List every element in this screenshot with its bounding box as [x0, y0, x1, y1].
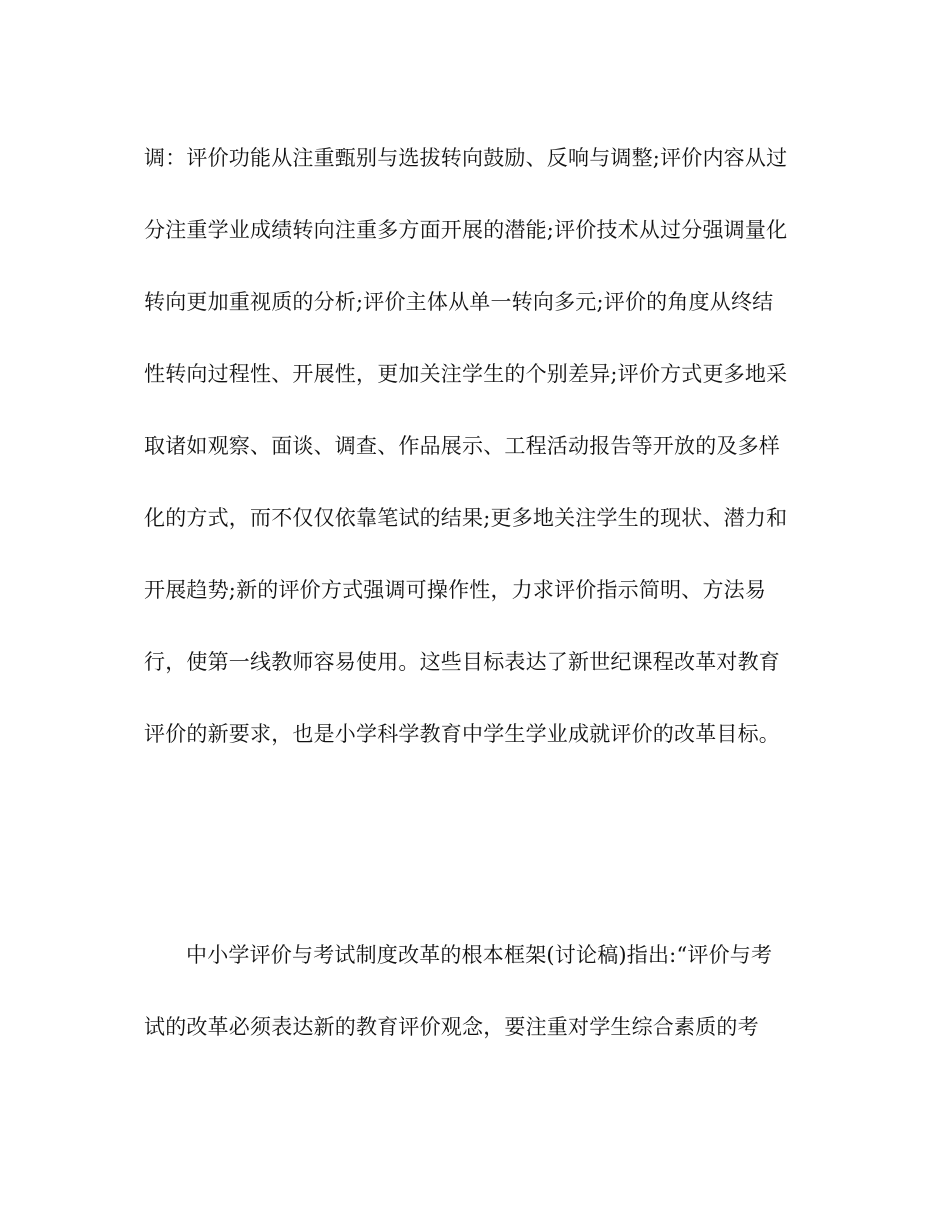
paragraph-1-line-7: 开展趋势;新的评价方式强调可操作性，力求评价指示简明、方法易 [144, 578, 767, 602]
paragraph-1-line-6: 化的方式，而不仅仅依靠笔试的结果;更多地关注学生的现状、潜力和 [144, 506, 788, 530]
paragraph-1-line-3: 转向更加重视质的分析;评价主体从单一转向多元;评价的角度从终结 [144, 290, 774, 314]
paragraph-1-line-9: 评价的新要求，也是小学科学教育中学生学业成就评价的改革目标。 [144, 722, 780, 746]
paragraph-1-line-2: 分注重学业成绩转向注重多方面开展的潜能;评价技术从过分强调量化 [144, 218, 788, 242]
paragraph-2-line-2: 试的改革必须表达新的教育评价观念，要注重对学生综合素质的考 [144, 1015, 759, 1039]
paragraph-1-line-8: 行，使第一线教师容易使用。这些目标表达了新世纪课程改革对教育 [144, 650, 780, 674]
paragraph-1-line-1: 调：评价功能从注重甄别与选拔转向鼓励、反响与调整;评价内容从过 [144, 146, 788, 170]
paragraph-1-line-5: 取诸如观察、面谈、调查、作品展示、工程活动报告等开放的及多样 [144, 434, 780, 458]
paragraph-1-line-4: 性转向过程性、开展性，更加关注学生的个别差异;评价方式更多地采 [144, 362, 788, 386]
paragraph-2-line-1: 中小学评价与考试制度改革的根本框架(讨论稿)指出:“评价与考 [186, 943, 773, 967]
